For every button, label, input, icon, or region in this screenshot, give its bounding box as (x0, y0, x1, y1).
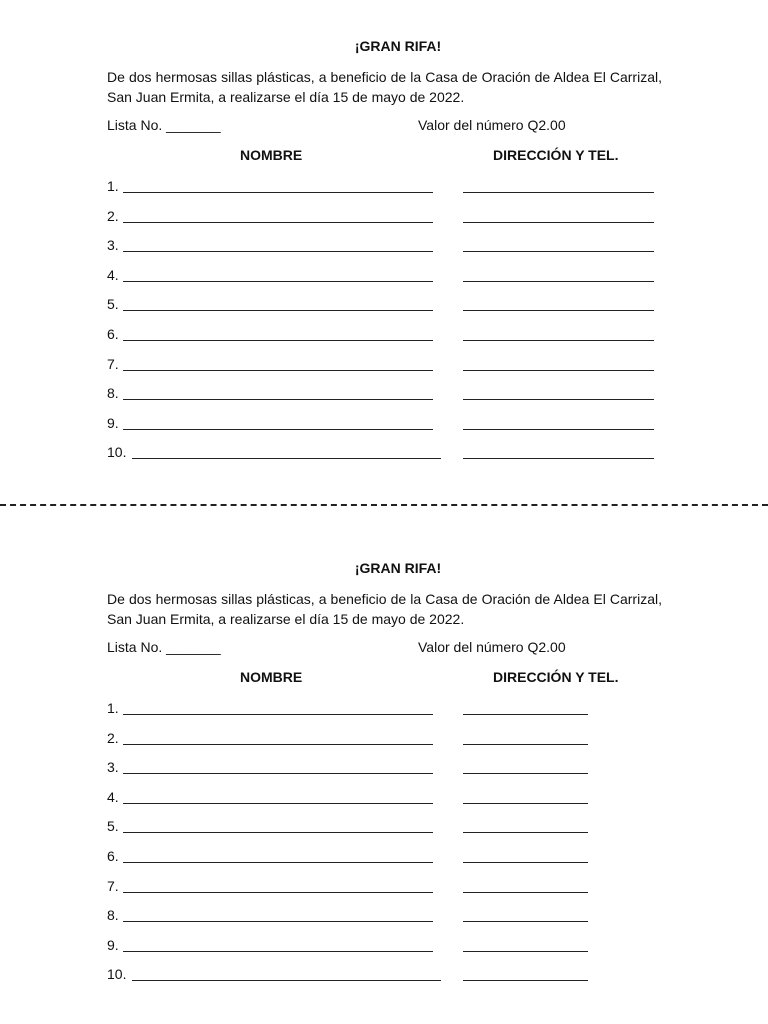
address-blank-line (463, 951, 588, 952)
row-number: 4. (107, 788, 119, 805)
entry-row (0, 700, 768, 730)
entry-row (0, 907, 768, 937)
entry-rows (0, 178, 768, 474)
row-number: 2. (107, 729, 119, 746)
address-blank-line (463, 714, 588, 715)
entry-row (0, 444, 768, 474)
name-blank-line (123, 222, 433, 223)
name-blank-line (123, 862, 433, 863)
row-number: 8. (107, 385, 119, 402)
name-blank-line (123, 281, 433, 282)
address-blank-line (463, 310, 654, 311)
address-blank-line (463, 251, 654, 252)
entry-row (0, 237, 768, 267)
name-blank-line (123, 921, 433, 922)
address-blank-line (463, 370, 654, 371)
address-blank-line (463, 222, 654, 223)
address-blank-line (463, 281, 654, 282)
name-blank-line (123, 744, 433, 745)
row-number: 2. (107, 207, 119, 224)
address-blank-line (463, 773, 588, 774)
entry-row (0, 878, 768, 908)
row-number: 7. (107, 355, 119, 372)
entry-row (0, 937, 768, 967)
name-blank-line (123, 951, 433, 952)
name-blank-line (123, 832, 433, 833)
name-blank-line (123, 251, 433, 252)
entry-row (0, 789, 768, 819)
column-header-name: NOMBRE (240, 147, 303, 163)
column-header-address: DIRECCIÓN Y TEL. (493, 147, 619, 163)
row-number: 6. (107, 325, 119, 342)
row-number: 9. (107, 414, 119, 431)
name-blank-line (123, 340, 433, 341)
name-blank-line (123, 429, 433, 430)
row-number: 4. (107, 266, 119, 283)
entry-row (0, 966, 768, 996)
address-blank-line (463, 921, 588, 922)
address-blank-line (463, 744, 588, 745)
row-number: 3. (107, 237, 119, 254)
entry-rows (0, 700, 768, 996)
entry-row (0, 818, 768, 848)
address-blank-line (463, 892, 588, 893)
form-title: ¡GRAN RIFA! (354, 560, 442, 576)
column-header-name: NOMBRE (240, 669, 303, 685)
row-number: 1. (107, 700, 119, 716)
cut-line-divider (0, 504, 768, 506)
entry-row (0, 326, 768, 356)
address-blank-line (463, 340, 654, 341)
address-blank-line (463, 980, 588, 981)
address-blank-line (463, 803, 588, 804)
entry-row (0, 730, 768, 760)
entry-row (0, 848, 768, 878)
entry-row (0, 296, 768, 326)
name-blank-line (123, 399, 433, 400)
row-number: 10. (107, 444, 127, 461)
address-blank-line (463, 862, 588, 863)
name-blank-line (123, 310, 433, 311)
row-number: 1. (107, 178, 119, 194)
name-blank-line (132, 980, 441, 981)
row-number: 3. (107, 759, 119, 776)
entry-row (0, 385, 768, 415)
row-number: 9. (107, 936, 119, 953)
row-number: 6. (107, 847, 119, 864)
name-blank-line (123, 892, 433, 893)
form-description: De dos hermosas sillas plásticas, a beneficio de la Casa de Oración de Aldea El Carrizal, San Juan Ermita, a realizarse el día 15 de mayo de 2022. (107, 591, 662, 627)
name-blank-line (123, 714, 433, 715)
entry-row (0, 759, 768, 789)
address-blank-line (463, 192, 654, 193)
address-blank-line (463, 399, 654, 400)
name-blank-line (123, 803, 433, 804)
ticket-price-label: Valor del número Q2.00 (418, 639, 566, 655)
row-number: 5. (107, 818, 119, 835)
name-blank-line (123, 773, 433, 774)
list-number-label: Lista No. _______ (107, 117, 221, 133)
row-number: 8. (107, 907, 119, 924)
entry-row (0, 415, 768, 445)
address-blank-line (463, 429, 654, 430)
row-number: 7. (107, 877, 119, 894)
row-number: 5. (107, 296, 119, 313)
address-blank-line (463, 832, 588, 833)
column-header-address: DIRECCIÓN Y TEL. (493, 669, 619, 685)
entry-row (0, 178, 768, 208)
form-description: De dos hermosas sillas plásticas, a beneficio de la Casa de Oración de Aldea El Carrizal, San Juan Ermita, a realizarse el día 15 de mayo de 2022. (107, 69, 662, 105)
list-number-label: Lista No. _______ (107, 639, 221, 655)
name-blank-line (123, 192, 433, 193)
entry-row (0, 267, 768, 297)
ticket-price-label: Valor del número Q2.00 (418, 117, 566, 133)
address-blank-line (463, 458, 654, 459)
name-blank-line (123, 370, 433, 371)
form-title: ¡GRAN RIFA! (354, 38, 442, 54)
row-number: 10. (107, 966, 127, 983)
name-blank-line (132, 458, 441, 459)
entry-row (0, 208, 768, 238)
entry-row (0, 356, 768, 386)
